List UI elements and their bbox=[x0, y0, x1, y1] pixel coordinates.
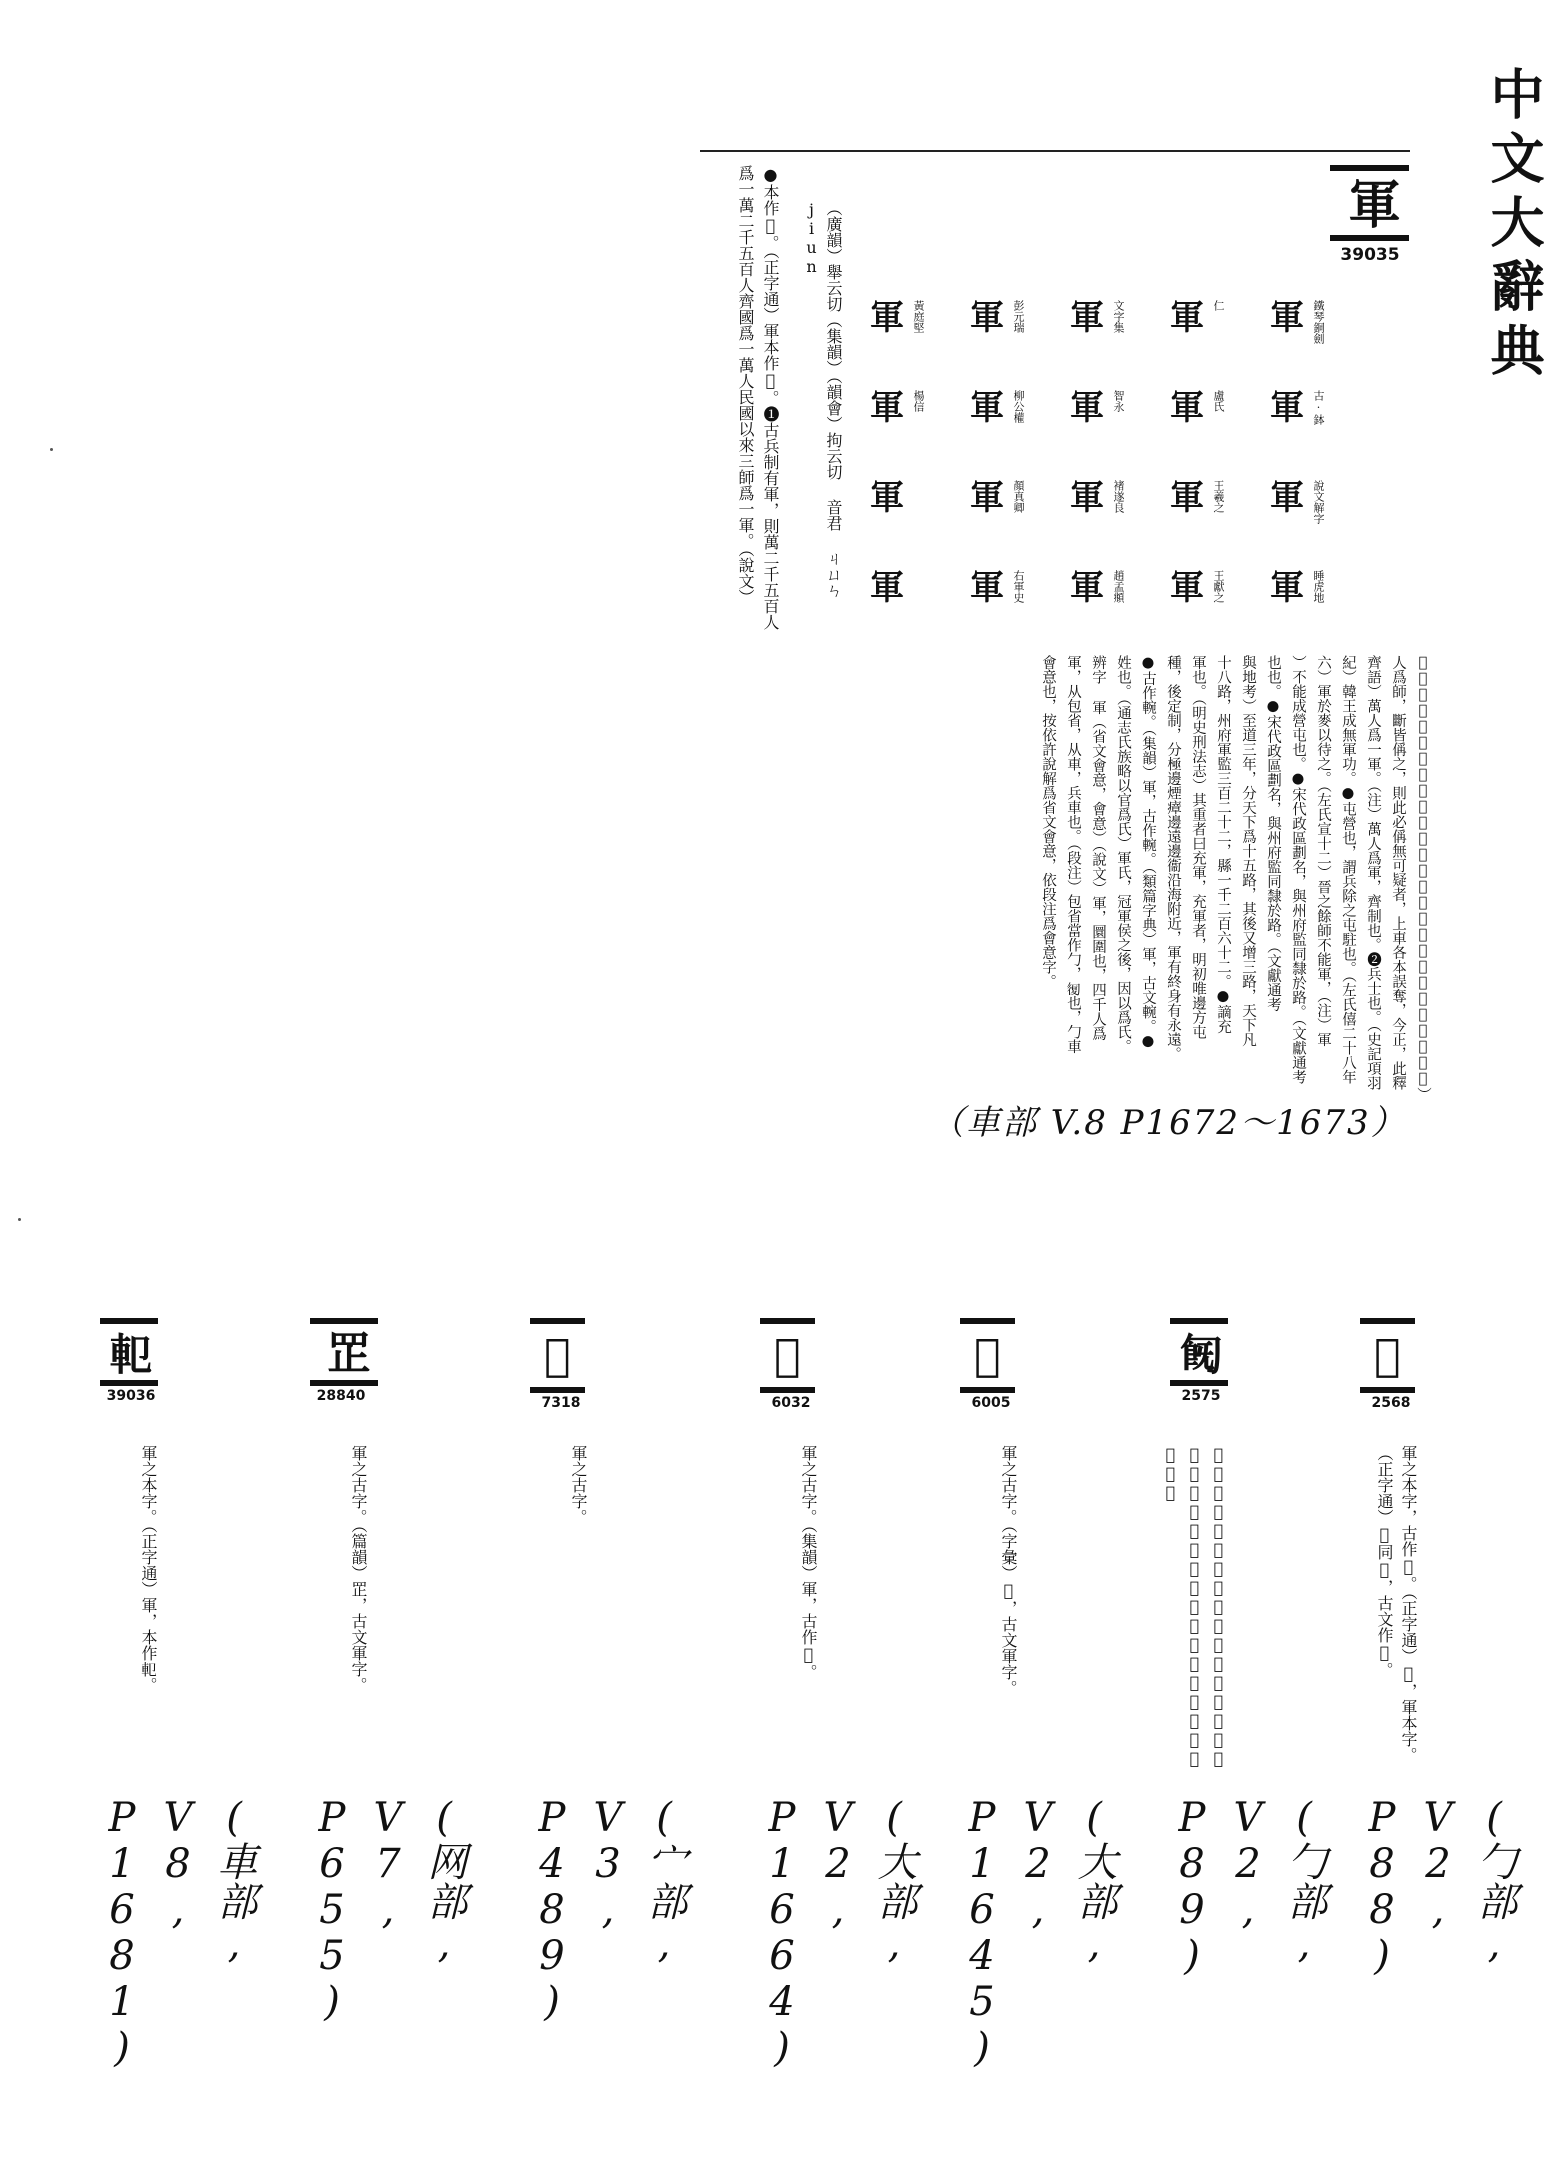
variant-headword: 𠣹 bbox=[1170, 1318, 1228, 1386]
variant-handwritten-note: (勹部, V2, P89) bbox=[1169, 1795, 1327, 1979]
variant-headword: 𨊠 bbox=[100, 1318, 158, 1386]
body-column: 也也。●宋代政區劃名，與州府監同隸於路。（文獻通考 bbox=[1265, 655, 1281, 1012]
body-column: 人爲師，斷皆偁之，則此必偁無可疑者，上車各本誤奪，今正，此釋 bbox=[1390, 655, 1406, 1090]
glyph-form: 軍 bbox=[1270, 568, 1304, 608]
variant-headword-block bbox=[960, 1318, 1022, 1411]
variant-headword: 𠣷 bbox=[1360, 1318, 1415, 1393]
variant-handwritten-note: (大部, V2, P1664) bbox=[759, 1795, 917, 2071]
variant-definition: 軍之本字。（正字通）軍，本作𨊠。 bbox=[139, 1445, 158, 1693]
glyph-source-label: 右軍史 bbox=[1012, 570, 1025, 603]
definition-left: ●本作𠔺。（正字通）軍本作𠔺。❶古兵制有軍，則萬二千五百人爲一萬二千五百人齊國爲一萬人民國以來三師爲一軍。（說文） bbox=[736, 165, 780, 630]
glyph-source-label: 王羲之 bbox=[1212, 480, 1225, 513]
variant-headword: 𡗛 bbox=[960, 1318, 1015, 1393]
variant-headword-block bbox=[1170, 1318, 1232, 1404]
glyph-source-label: 褚遂良 bbox=[1112, 480, 1125, 513]
glyph-form: 軍 bbox=[1270, 478, 1304, 518]
variant-handwritten-note: (网部, V7, P655) bbox=[309, 1795, 467, 2025]
body-column: 六）軍於麥以待之。（左氏宣十二）晉之餘師不能軍，（注）軍 bbox=[1315, 655, 1331, 1047]
main-entry-top-rule bbox=[700, 150, 1410, 152]
main-entry-handwritten-note: （車部 V.8 P1672～1673） bbox=[930, 1103, 1407, 1143]
variant-headword-block bbox=[530, 1318, 592, 1411]
glyph-source-label: 文字集 bbox=[1112, 300, 1125, 333]
body-column: 軍也。（明史刑法志）其重者曰充軍，充軍者，明初唯邊方屯 bbox=[1190, 655, 1206, 1040]
variant-headword-block bbox=[100, 1318, 162, 1404]
variant-code: 2568 bbox=[1371, 1395, 1411, 1411]
scan-speck bbox=[18, 1218, 21, 1221]
variant-headword: 𡘈 bbox=[760, 1318, 815, 1393]
variant-definition: 軍之古字。（字彙）𡗛，古文軍字。 bbox=[999, 1445, 1018, 1696]
glyph-form: 軍 bbox=[870, 388, 904, 428]
variant-definition: 軍之本字，古作𠣶。（正字通）𠣷，軍本字。（正字通）𠣶同𠣷，古文作𠣶。 bbox=[1375, 1445, 1418, 1763]
glyph-source-label: 王獻之 bbox=[1212, 570, 1225, 603]
body-column: ●古作䡝。（集韻）軍，古作䡝。（類篇字典）軍，古文䡝。● bbox=[1140, 655, 1156, 1050]
glyph-source-label: 楊信 bbox=[912, 390, 925, 412]
variant-definition: 𠣷之古字。（正字通）𠣶同𠣷，古文作𠣶。六書統載入部，从人从㐬，霍宗光彩也。 bbox=[1161, 1445, 1228, 1768]
main-headword-code: 39035 bbox=[1340, 245, 1400, 265]
glyph-form: 軍 bbox=[970, 388, 1004, 428]
variant-headword-block bbox=[1360, 1318, 1422, 1411]
body-column: 會意也，按依許說解爲省文會意，依段注爲會意字。 bbox=[1040, 655, 1056, 989]
variant-code: 28840 bbox=[316, 1388, 366, 1404]
glyph-source-label: 柳公權 bbox=[1012, 390, 1025, 423]
variant-headword-block bbox=[760, 1318, 822, 1411]
glyph-source-label: 黃庭堅 bbox=[912, 300, 925, 333]
variant-handwritten-note: (宀部, V3, P489) bbox=[529, 1795, 687, 2025]
glyph-form: 軍 bbox=[870, 298, 904, 338]
scan-speck bbox=[50, 448, 53, 451]
glyph-form: 軍 bbox=[1170, 388, 1204, 428]
glyph-form: 軍 bbox=[1270, 298, 1304, 338]
variant-code: 39036 bbox=[106, 1388, 156, 1404]
glyph-source-label: 盧氏 bbox=[1212, 390, 1225, 412]
glyph-source-label: 古·鉢 bbox=[1312, 390, 1325, 425]
glyph-form: 軍 bbox=[970, 478, 1004, 518]
variant-code: 6032 bbox=[771, 1395, 811, 1411]
variant-headword-block bbox=[310, 1318, 372, 1404]
glyph-source-label: 仁 bbox=[1212, 300, 1225, 311]
variant-code: 2575 bbox=[1181, 1388, 1221, 1404]
glyph-form: 軍 bbox=[1070, 388, 1104, 428]
variant-definition: 軍之古字。 bbox=[569, 1445, 588, 1525]
variant-handwritten-note: (勹部, V2, P88) bbox=[1359, 1795, 1517, 1979]
glyph-source-label: 鐵琴銅劍 bbox=[1312, 300, 1325, 344]
main-headword: 軍 bbox=[1330, 165, 1409, 241]
glyph-form: 軍 bbox=[870, 568, 904, 608]
glyph-form: 軍 bbox=[1070, 478, 1104, 518]
variant-code: 7318 bbox=[541, 1395, 581, 1411]
glyph-form: 軍 bbox=[1070, 568, 1104, 608]
variant-code: 6005 bbox=[971, 1395, 1011, 1411]
variant-definition: 軍之古字。（篇韻）𦊆，古文軍字。 bbox=[349, 1445, 368, 1693]
body-column: 與地考）至道三年，分天下爲十五路，其後又增三路，天下凡 bbox=[1240, 655, 1256, 1047]
glyph-form: 軍 bbox=[1170, 298, 1204, 338]
variant-headword: 𦊆 bbox=[310, 1318, 378, 1386]
glyph-source-label: 彭元瑞 bbox=[1012, 300, 1025, 333]
glyph-source-label: 顏真卿 bbox=[1012, 480, 1025, 513]
glyph-form: 軍 bbox=[870, 478, 904, 518]
variant-definition: 軍之古字。（集韻）軍，古作𡘈。 bbox=[799, 1445, 818, 1680]
body-column: 種，後定制，分極邊煙瘴邊遠邊衞沿海附近，軍有終身有永遠。 bbox=[1165, 655, 1181, 1061]
body-column: 辨字 軍（省文會意，會意）（說文）軍，圜圍也，四千人爲 bbox=[1090, 655, 1106, 1041]
glyph-source-label: 智永 bbox=[1112, 390, 1125, 412]
glyph-form: 軍 bbox=[970, 568, 1004, 608]
body-column: 軍，从包省，从車，兵車也。（段注）包省當作勹，𠣾也，勹車 bbox=[1065, 655, 1081, 1054]
glyph-form: 軍 bbox=[1270, 388, 1304, 428]
main-headword-block bbox=[1330, 165, 1410, 265]
body-column: 𠔺，圜圍也，四千人爲軍，从包省从車，車，兵車也。（段注） bbox=[1415, 655, 1431, 1095]
dictionary-title: 中文大辭典 bbox=[1482, 66, 1546, 386]
variant-handwritten-note: (車部, V8, P1681) bbox=[99, 1795, 257, 2071]
body-column: 十八路，州府軍監三百二十二，縣一千二百六十二。●謫充 bbox=[1215, 655, 1231, 1034]
variant-headword: 𡧢 bbox=[530, 1318, 585, 1393]
body-column: 紀）韓王成無軍功。●屯營也，謂兵除之屯駐也。（左氏僖二十八年 bbox=[1340, 655, 1356, 1085]
glyph-source-label: 睡虎地 bbox=[1312, 570, 1325, 603]
glyph-form: 軍 bbox=[970, 298, 1004, 338]
glyph-source-label: 趙孟頫 bbox=[1112, 570, 1125, 603]
body-column: ）不能成營屯也。●宋代政區劃名，與州府監同隸於路。（文獻通考 bbox=[1290, 655, 1306, 1085]
glyph-form: 軍 bbox=[1170, 568, 1204, 608]
glyph-form: 軍 bbox=[1170, 478, 1204, 518]
body-column: 齊語）萬人爲一軍。（注）萬人爲軍，齊制也。❷兵士也。（史記項羽 bbox=[1365, 655, 1381, 1090]
body-column: 姓也。（通志氏族略以官爲氏）軍氏，冠軍侯之後，因以爲氏。 bbox=[1115, 655, 1131, 1054]
glyph-source-label: 說文解字 bbox=[1312, 480, 1325, 524]
pronunciation: （廣韻）舉云切（集韻）（韻會）拘云切 音君 ㄐㄩㄣ jiun bbox=[802, 200, 843, 598]
variant-handwritten-note: (大部, V2, P1645) bbox=[959, 1795, 1117, 2071]
glyph-form: 軍 bbox=[1070, 298, 1104, 338]
